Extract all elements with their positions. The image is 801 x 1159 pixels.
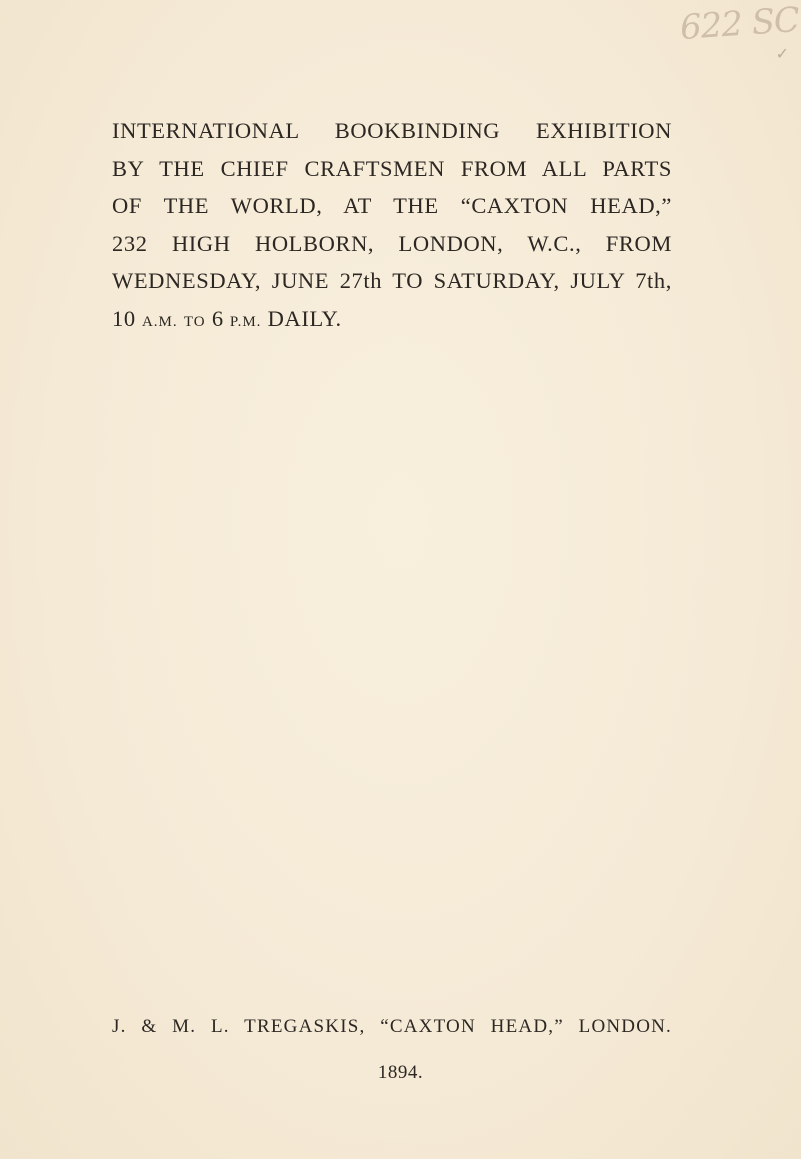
announcement-line-4: 232 HIGH HOLBORN, LONDON, W.C., FROM [112,230,672,256]
hours-to: TO [183,313,206,330]
opening-hours-line [112,300,672,342]
announcement-line-2: BY THE CHIEF CRAFTSMEN FROM ALL PARTS [112,155,672,181]
publisher-imprint: J. & M. L. TREGASKIS, “CAXTON HEAD,” LONDON. [112,1016,672,1037]
publication-year: 1894. [377,1062,424,1083]
announcement-line-5: WEDNESDAY, JUNE 27th TO SATURDAY, JULY 7th, [112,268,672,294]
pencil-check-mark: ✓ [775,44,789,63]
hours-daily: DAILY. [267,305,342,331]
hours-end-period: P.M. [229,313,262,330]
pencil-annotation: 622 SC [678,0,801,49]
announcement-line-3: OF THE WORLD, AT THE “CAXTON HEAD,” [112,193,672,219]
hours-end: 6 [211,305,224,331]
hours-start: 10 [112,305,136,331]
announcement-line-1: INTERNATIONAL BOOKBINDING EXHIBITION [112,118,672,143]
hours-start-period: A.M. [141,313,178,330]
exhibition-announcement [112,112,672,342]
